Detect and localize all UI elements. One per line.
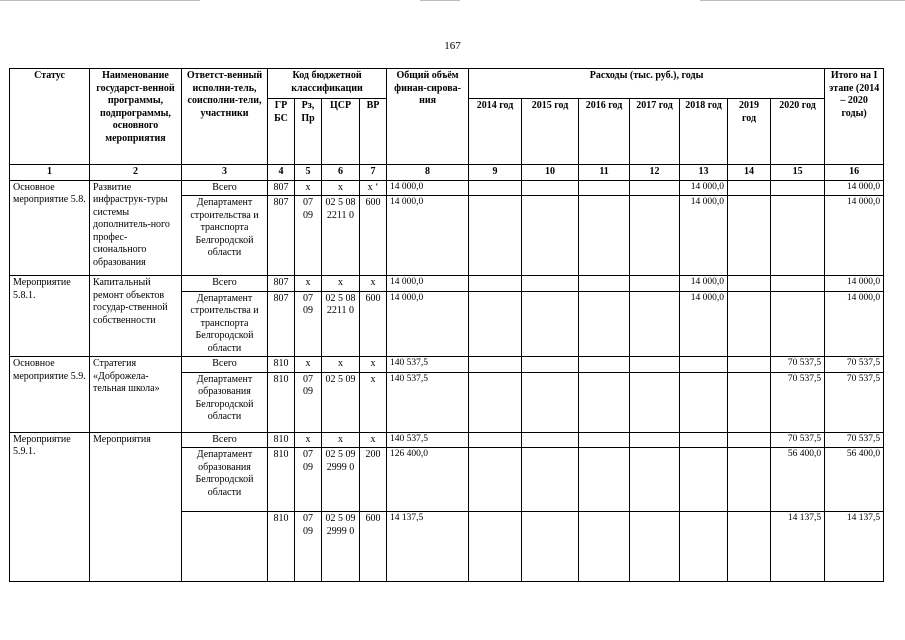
header-grbs: ГР БС [268,99,295,165]
y2014-cell [469,357,522,373]
y2020-cell: 70 537,5 [771,432,825,448]
grbs-cell: 807 [268,196,295,276]
column-number: 16 [825,165,884,181]
y2016-cell [579,291,630,357]
column-number: 7 [360,165,387,181]
column-number: 3 [182,165,268,181]
csr-cell: х [322,357,360,373]
y2018-cell: 14 000,0 [680,180,728,196]
csr-cell: 02 5 08 2211 0 [322,291,360,357]
table-row [10,180,884,196]
y2016-cell [579,276,630,292]
vr-cell: 600 [360,291,387,357]
grbs-cell: 807 [268,180,295,196]
y2018-cell [680,372,728,432]
program-name-cell: Капитальный ремонт объектов государ-ственной собственности [90,276,182,357]
responsible-cell [182,512,268,582]
y2017-cell [630,432,680,448]
responsible-cell: Департамент образования Белгородской области [182,372,268,432]
responsible-cell: Всего [182,357,268,373]
table-row [10,357,884,373]
responsible-cell: Всего [182,432,268,448]
scan-edge-line-right [700,0,905,1]
grbs-cell: 810 [268,448,295,512]
stage-cell: 14 000,0 [825,291,884,357]
vr-cell: 200 [360,448,387,512]
y2019-cell [728,196,771,276]
y2015-cell [522,448,579,512]
y2020-cell: 70 537,5 [771,372,825,432]
csr-cell: х [322,276,360,292]
y2014-cell [469,276,522,292]
rzpr-cell: 07 09 [295,196,322,276]
y2018-cell: 14 000,0 [680,276,728,292]
y2014-cell [469,448,522,512]
program-name-cell: Мероприятия [90,432,182,582]
y2019-cell [728,512,771,582]
y2016-cell [579,196,630,276]
csr-cell: 02 5 09 2999 0 [322,448,360,512]
csr-cell: х [322,432,360,448]
program-name-cell: Развитие инфраструк-туры системы дополнитель-ного профес-сионального образования [90,180,182,276]
y2018-cell [680,432,728,448]
responsible-cell: Департамент строительства и транспорта Белгородской области [182,196,268,276]
y2016-cell [579,180,630,196]
header-total: Общий объём финан-сирова-ния [387,69,469,165]
table-header [10,69,884,181]
csr-cell: 02 5 08 2211 0 [322,196,360,276]
vr-cell: х [360,357,387,373]
status-cell: Мероприятие 5.8.1. [10,276,90,357]
y2017-cell [630,372,680,432]
column-number: 2 [90,165,182,181]
stage-cell: 70 537,5 [825,372,884,432]
header-year-2019: 2019 год [728,99,771,165]
y2019-cell [728,276,771,292]
y2016-cell [579,448,630,512]
y2018-cell: 14 000,0 [680,291,728,357]
column-number: 11 [579,165,630,181]
y2019-cell [728,180,771,196]
column-number: 6 [322,165,360,181]
stage-cell: 70 537,5 [825,357,884,373]
vr-cell: 600 [360,512,387,582]
page-number: 167 [444,40,461,52]
column-number: 4 [268,165,295,181]
rzpr-cell: 07 09 [295,291,322,357]
header-stage-total: Итого на I этапе (2014 – 2020 годы) [825,69,884,165]
header-status: Статус [10,69,90,165]
y2016-cell [579,357,630,373]
y2014-cell [469,432,522,448]
status-cell: Мероприятие 5.9.1. [10,432,90,582]
status-cell: Основное мероприятие 5.8. [10,180,90,276]
y2017-cell [630,357,680,373]
y2016-cell [579,512,630,582]
y2020-cell [771,196,825,276]
rzpr-cell: х [295,276,322,292]
y2017-cell [630,180,680,196]
header-csr: ЦСР [322,99,360,165]
responsible-cell: Департамент образования Белгородской области [182,448,268,512]
stage-cell: 70 537,5 [825,432,884,448]
grbs-cell: 810 [268,372,295,432]
table-row [10,432,884,448]
y2018-cell [680,512,728,582]
stage-cell: 14 000,0 [825,276,884,292]
y2015-cell [522,357,579,373]
rzpr-cell: х [295,432,322,448]
y2019-cell [728,291,771,357]
y2015-cell [522,276,579,292]
csr-cell: 02 5 09 [322,372,360,432]
y2015-cell [522,291,579,357]
vr-cell: 600 [360,196,387,276]
header-year-2014: 2014 год [469,99,522,165]
total-cell: 14 000,0 [387,180,469,196]
header-year-2020: 2020 год [771,99,825,165]
y2019-cell [728,372,771,432]
y2017-cell [630,291,680,357]
header-rzpr: Рз, Пр [295,99,322,165]
header-year-2017: 2017 год [630,99,680,165]
y2014-cell [469,291,522,357]
y2015-cell [522,196,579,276]
vr-cell: х [360,432,387,448]
rzpr-cell: х [295,357,322,373]
total-cell: 14 137,5 [387,512,469,582]
rzpr-cell: х [295,180,322,196]
header-expenses: Расходы (тыс. руб.), годы [469,69,825,99]
y2017-cell [630,196,680,276]
y2019-cell [728,432,771,448]
column-number: 12 [630,165,680,181]
y2020-cell [771,276,825,292]
budget-table [9,68,884,582]
table-row [10,276,884,292]
y2014-cell [469,372,522,432]
y2017-cell [630,512,680,582]
y2015-cell [522,432,579,448]
header-year-2018: 2018 год [680,99,728,165]
vr-cell: х ‘ [360,180,387,196]
y2020-cell: 56 400,0 [771,448,825,512]
y2016-cell [579,372,630,432]
y2015-cell [522,512,579,582]
vr-cell: х [360,276,387,292]
grbs-cell: 807 [268,276,295,292]
header-year-2015: 2015 год [522,99,579,165]
rzpr-cell: 07 09 [295,372,322,432]
program-name-cell: Стратегия «Доброжела-тельная школа» [90,357,182,433]
rzpr-cell: 07 09 [295,448,322,512]
total-cell: 14 000,0 [387,291,469,357]
column-number-row [10,165,884,181]
header-budget-code: Код бюджетной классификации [268,69,387,99]
total-cell: 14 000,0 [387,276,469,292]
total-cell: 14 000,0 [387,196,469,276]
rzpr-cell: 07 09 [295,512,322,582]
y2020-cell [771,291,825,357]
grbs-cell: 810 [268,432,295,448]
table-body [10,180,884,582]
y2020-cell: 14 137,5 [771,512,825,582]
total-cell: 126 400,0 [387,448,469,512]
csr-cell: х [322,180,360,196]
stage-cell: 56 400,0 [825,448,884,512]
scan-edge-line-mid [420,0,460,1]
column-number: 9 [469,165,522,181]
total-cell: 140 537,5 [387,357,469,373]
y2018-cell [680,357,728,373]
column-number: 15 [771,165,825,181]
stage-cell: 14 000,0 [825,196,884,276]
responsible-cell: Всего [182,180,268,196]
column-number: 1 [10,165,90,181]
header-year-2016: 2016 год [579,99,630,165]
y2018-cell [680,448,728,512]
total-cell: 140 537,5 [387,372,469,432]
column-number: 10 [522,165,579,181]
y2018-cell: 14 000,0 [680,196,728,276]
y2020-cell: 70 537,5 [771,357,825,373]
y2015-cell [522,372,579,432]
y2020-cell [771,180,825,196]
y2014-cell [469,180,522,196]
header-name: Наименование государст-венной программы, подпрограммы, основного мероприятия [90,69,182,165]
column-number: 13 [680,165,728,181]
y2014-cell [469,512,522,582]
grbs-cell: 810 [268,512,295,582]
scan-edge-line-left [0,0,200,1]
column-number: 5 [295,165,322,181]
stage-cell: 14 000,0 [825,180,884,196]
responsible-cell: Всего [182,276,268,292]
y2017-cell [630,448,680,512]
total-cell: 140 537,5 [387,432,469,448]
stage-cell: 14 137,5 [825,512,884,582]
responsible-cell: Департамент строительства и транспорта Белгородской области [182,291,268,357]
y2019-cell [728,357,771,373]
header-vr: ВР [360,99,387,165]
column-number: 14 [728,165,771,181]
status-cell: Основное мероприятие 5.9. [10,357,90,433]
y2015-cell [522,180,579,196]
csr-cell: 02 5 09 2999 0 [322,512,360,582]
y2016-cell [579,432,630,448]
header-responsible: Ответст-венный исполни-тель, соисполни-тели, участники [182,69,268,165]
vr-cell: х [360,372,387,432]
y2017-cell [630,276,680,292]
column-number: 8 [387,165,469,181]
grbs-cell: 807 [268,291,295,357]
y2014-cell [469,196,522,276]
y2019-cell [728,448,771,512]
grbs-cell: 810 [268,357,295,373]
